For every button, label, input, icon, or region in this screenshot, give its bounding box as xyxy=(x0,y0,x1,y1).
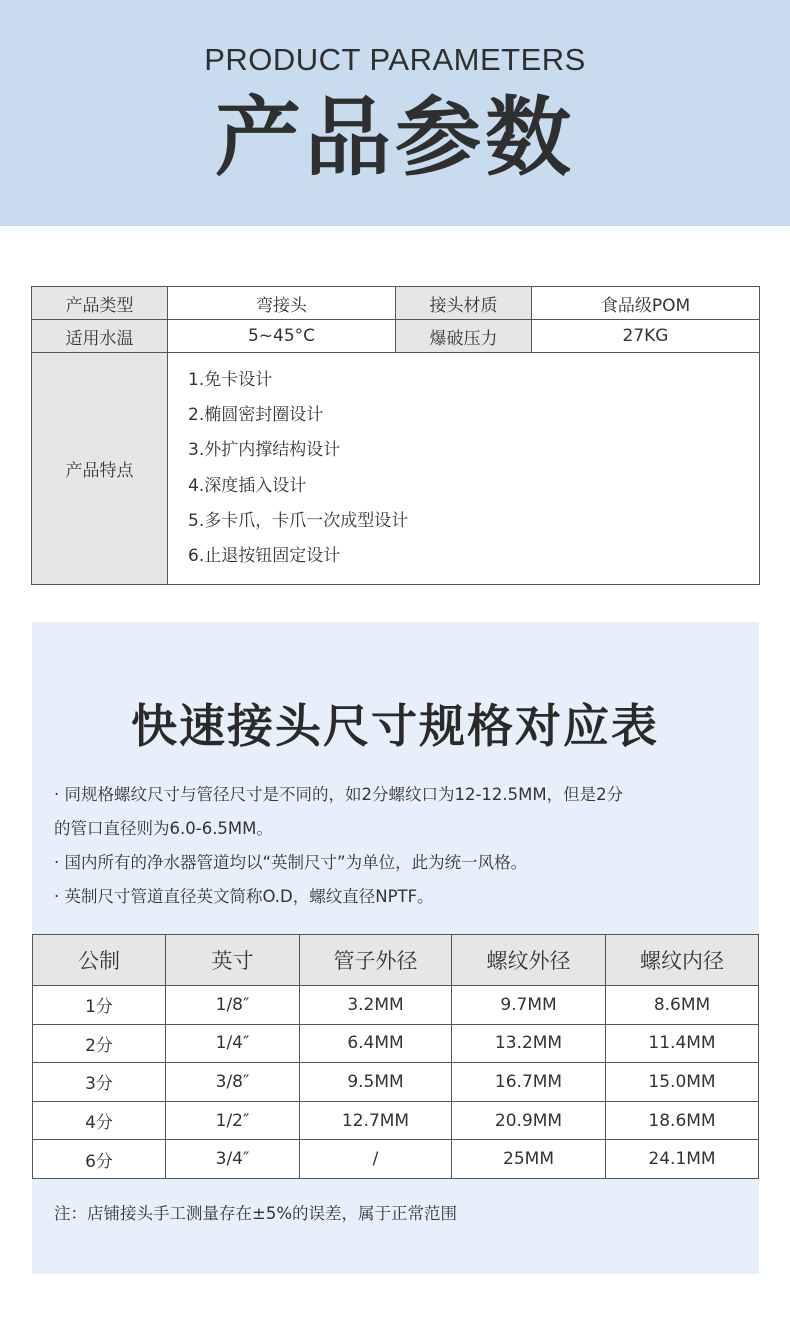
pressure-value: 27KG xyxy=(532,320,760,353)
footnote: 注：店铺接头手工测量存在±5%的误差，属于正常范围 xyxy=(54,1204,458,1223)
table-cell: 1分 xyxy=(33,986,166,1025)
table-cell: 18.6MM xyxy=(606,1101,759,1140)
table-cell: 6分 xyxy=(33,1140,166,1179)
features-list xyxy=(168,353,760,585)
spec-notes xyxy=(54,778,744,914)
table-cell: 24.1MM xyxy=(606,1140,759,1179)
table-row xyxy=(33,1024,759,1063)
table-cell: 12.7MM xyxy=(300,1101,452,1140)
table-cell: 1/8″ xyxy=(166,986,300,1025)
table-row xyxy=(33,986,759,1025)
table-row xyxy=(33,1140,759,1179)
note-line: · 国内所有的净水器管道均以“英制尺寸”为单位，此为统一风格。 xyxy=(54,853,528,872)
table-cell: 4分 xyxy=(33,1101,166,1140)
feature-item: 4.深度插入设计 xyxy=(188,475,307,496)
params-row xyxy=(32,287,760,320)
feature-item: 2.椭圆密封圈设计 xyxy=(188,405,324,426)
feature-item: 3.外扩内撑结构设计 xyxy=(188,440,341,461)
table-row xyxy=(33,1101,759,1140)
table-cell: 25MM xyxy=(452,1140,606,1179)
table-cell: 9.7MM xyxy=(452,986,606,1025)
table-cell: 2分 xyxy=(33,1024,166,1063)
page-title-cn: 产品参数 xyxy=(215,88,575,188)
page-title-en: PRODUCT PARAMETERS xyxy=(204,42,586,77)
table-cell: 3.2MM xyxy=(300,986,452,1025)
product-params-table xyxy=(31,286,760,585)
feature-item: 5.多卡爪，卡爪一次成型设计 xyxy=(188,510,409,531)
feature-item: 1.免卡设计 xyxy=(188,370,273,390)
feature-item: 6.止退按钮固定设计 xyxy=(188,545,341,566)
table-cell: 13.2MM xyxy=(452,1024,606,1063)
table-header-row xyxy=(33,935,759,986)
table-cell: 20.9MM xyxy=(452,1101,606,1140)
table-cell: 16.7MM xyxy=(452,1063,606,1102)
spec-title: 快速接头尺寸规格对应表 xyxy=(131,699,659,753)
note-line: · 同规格螺纹尺寸与管径尺寸是不同的，如2分螺纹口为12-12.5MM，但是2分 xyxy=(54,785,624,804)
table-cell: 9.5MM xyxy=(300,1063,452,1102)
header-banner xyxy=(0,0,790,226)
table-cell: 11.4MM xyxy=(606,1024,759,1063)
column-header: 螺纹内径 xyxy=(606,935,759,986)
table-row xyxy=(33,1063,759,1102)
column-header: 公制 xyxy=(33,935,166,986)
table-cell: 8.6MM xyxy=(606,986,759,1025)
table-cell: / xyxy=(300,1140,452,1179)
table-cell: 3/4″ xyxy=(166,1140,300,1179)
temp-label: 适用水温 xyxy=(32,320,168,353)
table-cell: 15.0MM xyxy=(606,1063,759,1102)
params-row xyxy=(32,320,760,353)
features-row xyxy=(32,353,760,585)
temp-value: 5~45°C xyxy=(168,320,396,353)
column-header: 螺纹外径 xyxy=(452,935,606,986)
size-spec-table xyxy=(32,934,759,1179)
note-line: · 英制尺寸管道直径英文简称O.D，螺纹直径NPTF。 xyxy=(54,887,434,906)
table-cell: 6.4MM xyxy=(300,1024,452,1063)
type-label: 产品类型 xyxy=(32,287,168,320)
table-cell: 3/8″ xyxy=(166,1063,300,1102)
pressure-label: 爆破压力 xyxy=(396,320,532,353)
table-cell: 1/4″ xyxy=(166,1024,300,1063)
material-value: 食品级POM xyxy=(532,287,760,320)
material-label: 接头材质 xyxy=(396,287,532,320)
column-header: 英寸 xyxy=(166,935,300,986)
type-value: 弯接头 xyxy=(168,287,396,320)
table-cell: 1/2″ xyxy=(166,1101,300,1140)
column-header: 管子外径 xyxy=(300,935,452,986)
features-label: 产品特点 xyxy=(32,353,168,585)
table-cell: 3分 xyxy=(33,1063,166,1102)
note-line: 的管口直径则为6.0-6.5MM。 xyxy=(54,819,273,838)
